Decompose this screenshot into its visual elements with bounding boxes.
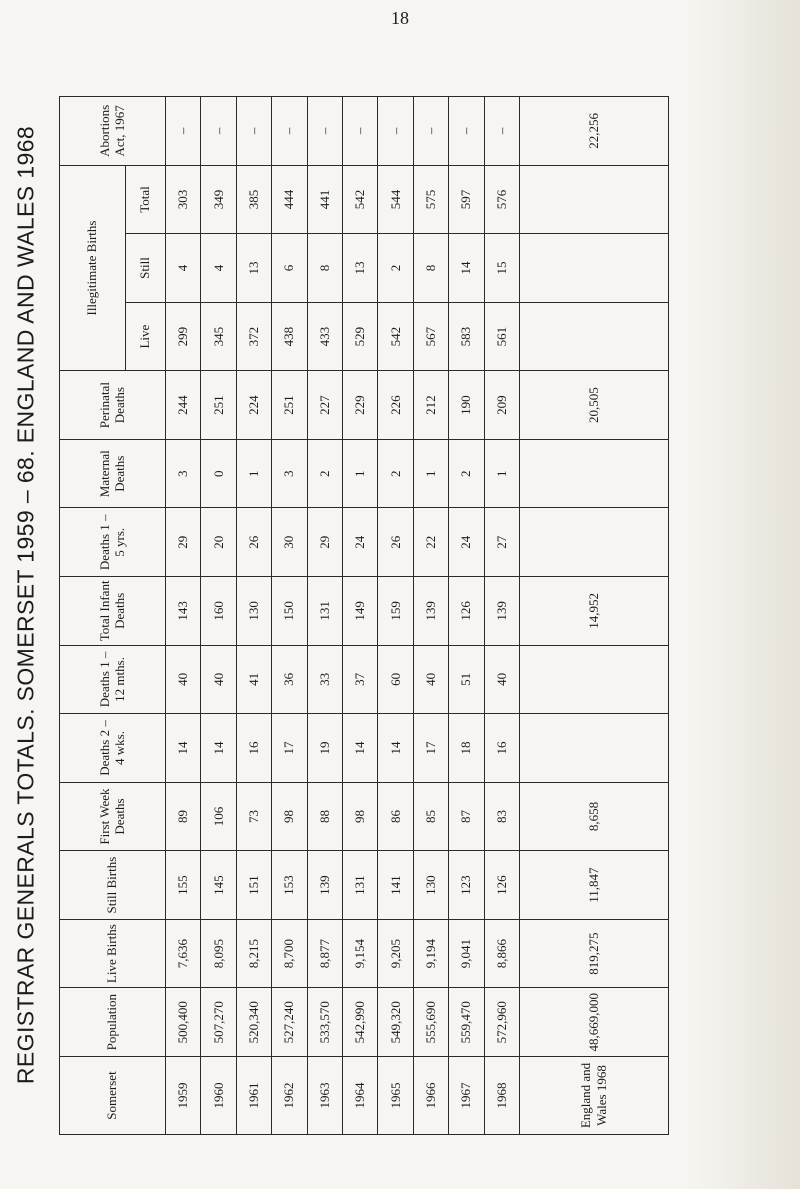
cell-still-births: 139 <box>307 851 342 920</box>
cell-total-infant-deaths: 143 <box>166 577 201 646</box>
cell-live-births: 9,154 <box>342 919 377 988</box>
cell-live-births: 7,636 <box>166 919 201 988</box>
cell-illeg-live <box>519 302 668 371</box>
cell-first-week-deaths: 89 <box>166 782 201 851</box>
cell-abortions: – <box>484 97 519 166</box>
cell-deaths-1-12-mths <box>519 645 668 714</box>
cell-still-births: 145 <box>201 851 236 920</box>
cell-still-births: 151 <box>236 851 271 920</box>
cell-deaths-1-5-yrs: 26 <box>236 508 271 577</box>
cell-maternal-deaths: 1 <box>236 439 271 508</box>
cell-deaths-1-12-mths: 41 <box>236 645 271 714</box>
header-deaths-1-12-mths: Deaths 1 – 12 mths. <box>60 645 166 714</box>
cell-perinatal-deaths: 224 <box>236 371 271 440</box>
cell-still-births: 126 <box>484 851 519 920</box>
cell-maternal-deaths: 0 <box>201 439 236 508</box>
cell-total-infant-deaths: 126 <box>449 577 484 646</box>
cell-year: 1959 <box>166 1057 201 1135</box>
cell-illeg-still: 8 <box>413 234 448 303</box>
cell-maternal-deaths: 2 <box>307 439 342 508</box>
cell-illeg-live: 372 <box>236 302 271 371</box>
cell-illeg-total: 576 <box>484 165 519 234</box>
table-row <box>413 97 448 1135</box>
page-number: 18 <box>391 8 409 28</box>
cell-deaths-2-4-wks: 14 <box>342 714 377 783</box>
cell-total-infant-deaths: 149 <box>342 577 377 646</box>
header-maternal-deaths: Maternal Deaths <box>60 439 166 508</box>
cell-population: 572,960 <box>484 988 519 1057</box>
header-deaths-2-4-wks: Deaths 2 – 4 wks. <box>60 714 166 783</box>
cell-abortions: – <box>413 97 448 166</box>
cell-deaths-1-5-yrs: 24 <box>449 508 484 577</box>
cell-deaths-2-4-wks <box>519 714 668 783</box>
cell-year: 1963 <box>307 1057 342 1135</box>
cell-perinatal-deaths: 251 <box>201 371 236 440</box>
cell-illeg-live: 529 <box>342 302 377 371</box>
cell-perinatal-deaths: 212 <box>413 371 448 440</box>
cell-maternal-deaths: 1 <box>484 439 519 508</box>
cell-still-births: 11,847 <box>519 851 668 920</box>
cell-illeg-total: 385 <box>236 165 271 234</box>
cell-deaths-1-12-mths: 40 <box>201 645 236 714</box>
england-wales-row <box>519 97 668 1135</box>
cell-perinatal-deaths: 227 <box>307 371 342 440</box>
cell-year: 1965 <box>378 1057 413 1135</box>
cell-first-week-deaths: 8,658 <box>519 782 668 851</box>
cell-deaths-1-12-mths: 33 <box>307 645 342 714</box>
cell-deaths-1-5-yrs: 24 <box>342 508 377 577</box>
cell-deaths-1-12-mths: 37 <box>342 645 377 714</box>
cell-deaths-1-12-mths: 40 <box>484 645 519 714</box>
cell-deaths-2-4-wks: 16 <box>236 714 271 783</box>
cell-deaths-1-12-mths: 36 <box>272 645 307 714</box>
cell-live-births: 9,205 <box>378 919 413 988</box>
table-row <box>166 97 201 1135</box>
cell-population: 549,320 <box>378 988 413 1057</box>
cell-illeg-total: 303 <box>166 165 201 234</box>
cell-abortions: – <box>236 97 271 166</box>
page-edge-shadow <box>688 0 800 1189</box>
header-still-births: Still Births <box>60 851 166 920</box>
header-illegitimate-births: Illegitimate Births <box>60 165 126 371</box>
cell-live-births: 8,215 <box>236 919 271 988</box>
cell-illeg-total: 542 <box>342 165 377 234</box>
cell-year: 1968 <box>484 1057 519 1135</box>
table-row <box>484 97 519 1135</box>
statistics-table-frame <box>59 96 669 1135</box>
cell-population: 527,240 <box>272 988 307 1057</box>
cell-abortions: – <box>342 97 377 166</box>
header-illeg-total: Total <box>126 165 166 234</box>
cell-deaths-1-5-yrs: 26 <box>378 508 413 577</box>
cell-maternal-deaths: 1 <box>342 439 377 508</box>
cell-illeg-still: 14 <box>449 234 484 303</box>
cell-first-week-deaths: 86 <box>378 782 413 851</box>
cell-illeg-still: 4 <box>201 234 236 303</box>
cell-illeg-still: 6 <box>272 234 307 303</box>
cell-maternal-deaths <box>519 439 668 508</box>
cell-first-week-deaths: 98 <box>272 782 307 851</box>
cell-total-infant-deaths: 159 <box>378 577 413 646</box>
header-total-infant-deaths: Total Infant Deaths <box>60 577 166 646</box>
cell-year: 1966 <box>413 1057 448 1135</box>
table-row <box>342 97 377 1135</box>
cell-deaths-1-12-mths: 51 <box>449 645 484 714</box>
cell-illeg-still: 15 <box>484 234 519 303</box>
cell-still-births: 155 <box>166 851 201 920</box>
header-deaths-1-5-yrs: Deaths 1 – 5 yrs. <box>60 508 166 577</box>
cell-deaths-2-4-wks: 17 <box>413 714 448 783</box>
cell-perinatal-deaths: 244 <box>166 371 201 440</box>
cell-year: 1960 <box>201 1057 236 1135</box>
cell-illeg-total: 544 <box>378 165 413 234</box>
header-population: Population <box>60 988 166 1057</box>
cell-population: 559,470 <box>449 988 484 1057</box>
cell-population: 507,270 <box>201 988 236 1057</box>
cell-perinatal-deaths: 20,505 <box>519 371 668 440</box>
cell-live-births: 8,866 <box>484 919 519 988</box>
cell-illeg-total <box>519 165 668 234</box>
cell-illeg-total: 597 <box>449 165 484 234</box>
cell-population: 533,570 <box>307 988 342 1057</box>
cell-total-infant-deaths: 130 <box>236 577 271 646</box>
table-title: REGISTRAR GENERALS TOTALS. SOMERSET 1959 – 68. ENGLAND AND WALES 1968 <box>12 125 39 1085</box>
cell-deaths-1-5-yrs: 20 <box>201 508 236 577</box>
cell-abortions: – <box>272 97 307 166</box>
cell-illeg-total: 444 <box>272 165 307 234</box>
table-row <box>201 97 236 1135</box>
cell-illeg-still: 8 <box>307 234 342 303</box>
cell-live-births: 9,194 <box>413 919 448 988</box>
cell-deaths-1-5-yrs: 30 <box>272 508 307 577</box>
cell-population: 555,690 <box>413 988 448 1057</box>
cell-illeg-live: 438 <box>272 302 307 371</box>
cell-still-births: 130 <box>413 851 448 920</box>
cell-illeg-still: 13 <box>236 234 271 303</box>
cell-deaths-1-12-mths: 60 <box>378 645 413 714</box>
cell-total-infant-deaths: 160 <box>201 577 236 646</box>
cell-deaths-2-4-wks: 14 <box>201 714 236 783</box>
cell-illeg-live: 542 <box>378 302 413 371</box>
header-somerset: Somerset <box>60 1057 166 1135</box>
cell-illeg-total: 575 <box>413 165 448 234</box>
cell-still-births: 141 <box>378 851 413 920</box>
cell-first-week-deaths: 83 <box>484 782 519 851</box>
cell-illeg-live: 567 <box>413 302 448 371</box>
cell-deaths-1-5-yrs: 22 <box>413 508 448 577</box>
cell-deaths-1-5-yrs <box>519 508 668 577</box>
cell-maternal-deaths: 2 <box>449 439 484 508</box>
cell-first-week-deaths: 85 <box>413 782 448 851</box>
header-abortions: Abortions Act, 1967 <box>60 97 166 166</box>
cell-illeg-total: 349 <box>201 165 236 234</box>
cell-population: 48,669,000 <box>519 988 668 1057</box>
cell-deaths-2-4-wks: 14 <box>378 714 413 783</box>
cell-illeg-live: 299 <box>166 302 201 371</box>
header-first-week-deaths: First Week Deaths <box>60 782 166 851</box>
cell-illeg-live: 345 <box>201 302 236 371</box>
cell-maternal-deaths: 3 <box>166 439 201 508</box>
cell-perinatal-deaths: 190 <box>449 371 484 440</box>
cell-total-infant-deaths: 139 <box>484 577 519 646</box>
cell-total-infant-deaths: 131 <box>307 577 342 646</box>
cell-deaths-1-5-yrs: 27 <box>484 508 519 577</box>
cell-live-births: 9,041 <box>449 919 484 988</box>
cell-deaths-2-4-wks: 18 <box>449 714 484 783</box>
cell-population: 520,340 <box>236 988 271 1057</box>
cell-illeg-live: 583 <box>449 302 484 371</box>
cell-illeg-total: 441 <box>307 165 342 234</box>
cell-still-births: 153 <box>272 851 307 920</box>
cell-live-births: 819,275 <box>519 919 668 988</box>
header-illeg-live: Live <box>126 302 166 371</box>
cell-maternal-deaths: 3 <box>272 439 307 508</box>
cell-year: 1964 <box>342 1057 377 1135</box>
statistics-table <box>59 96 669 1135</box>
cell-england-wales-label: England and Wales 1968 <box>519 1057 668 1135</box>
table-row <box>449 97 484 1135</box>
cell-deaths-1-12-mths: 40 <box>413 645 448 714</box>
cell-total-infant-deaths: 14,952 <box>519 577 668 646</box>
header-illeg-still: Still <box>126 234 166 303</box>
cell-illeg-live: 561 <box>484 302 519 371</box>
cell-first-week-deaths: 88 <box>307 782 342 851</box>
cell-illeg-still: 4 <box>166 234 201 303</box>
cell-year: 1967 <box>449 1057 484 1135</box>
cell-deaths-2-4-wks: 16 <box>484 714 519 783</box>
cell-year: 1962 <box>272 1057 307 1135</box>
cell-abortions: 22,256 <box>519 97 668 166</box>
cell-illeg-still: 2 <box>378 234 413 303</box>
cell-perinatal-deaths: 229 <box>342 371 377 440</box>
cell-abortions: – <box>449 97 484 166</box>
table-row <box>236 97 271 1135</box>
cell-perinatal-deaths: 226 <box>378 371 413 440</box>
cell-live-births: 8,095 <box>201 919 236 988</box>
cell-still-births: 123 <box>449 851 484 920</box>
cell-live-births: 8,700 <box>272 919 307 988</box>
table-row <box>307 97 342 1135</box>
cell-maternal-deaths: 2 <box>378 439 413 508</box>
cell-perinatal-deaths: 251 <box>272 371 307 440</box>
cell-deaths-2-4-wks: 17 <box>272 714 307 783</box>
cell-total-infant-deaths: 150 <box>272 577 307 646</box>
cell-illeg-still: 13 <box>342 234 377 303</box>
table-row <box>378 97 413 1135</box>
cell-year: 1961 <box>236 1057 271 1135</box>
cell-perinatal-deaths: 209 <box>484 371 519 440</box>
cell-first-week-deaths: 98 <box>342 782 377 851</box>
cell-deaths-2-4-wks: 19 <box>307 714 342 783</box>
cell-first-week-deaths: 106 <box>201 782 236 851</box>
table-row <box>272 97 307 1135</box>
cell-abortions: – <box>201 97 236 166</box>
cell-abortions: – <box>307 97 342 166</box>
cell-illeg-still <box>519 234 668 303</box>
cell-abortions: – <box>166 97 201 166</box>
cell-maternal-deaths: 1 <box>413 439 448 508</box>
cell-illeg-live: 433 <box>307 302 342 371</box>
cell-population: 542,990 <box>342 988 377 1057</box>
cell-total-infant-deaths: 139 <box>413 577 448 646</box>
cell-deaths-1-5-yrs: 29 <box>307 508 342 577</box>
cell-first-week-deaths: 73 <box>236 782 271 851</box>
cell-deaths-2-4-wks: 14 <box>166 714 201 783</box>
cell-abortions: – <box>378 97 413 166</box>
cell-first-week-deaths: 87 <box>449 782 484 851</box>
cell-deaths-1-12-mths: 40 <box>166 645 201 714</box>
header-live-births: Live Births <box>60 919 166 988</box>
header-perinatal-deaths: Perinatal Deaths <box>60 371 166 440</box>
cell-population: 500,400 <box>166 988 201 1057</box>
cell-deaths-1-5-yrs: 29 <box>166 508 201 577</box>
cell-live-births: 8,877 <box>307 919 342 988</box>
cell-still-births: 131 <box>342 851 377 920</box>
